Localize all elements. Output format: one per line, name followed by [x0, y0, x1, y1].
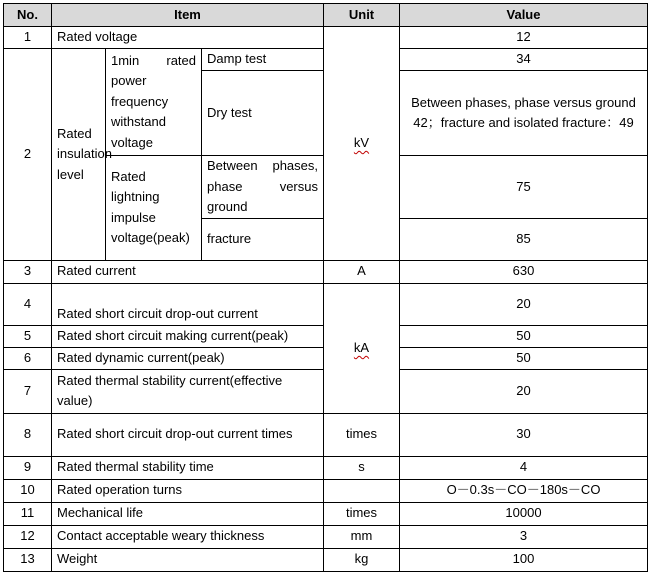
row-number: 5: [4, 325, 52, 347]
item-label: Rated thermal stability current(effective value): [52, 369, 324, 413]
value-cell: 50: [400, 347, 648, 369]
table-row: [4, 260, 648, 283]
value-cell: 20: [400, 369, 648, 413]
table-row: [4, 502, 648, 525]
header-unit: Unit: [324, 4, 400, 27]
unit-cell: times: [324, 502, 400, 525]
row-number: 10: [4, 479, 52, 502]
value-cell: 30: [400, 413, 648, 456]
lightning-impulse-label: Rated lightning impulse voltage(peak): [106, 156, 202, 261]
item-label: Rated current: [52, 260, 324, 283]
dry-test-value: Between phases, phase versus ground 42；fracture and isolated fracture：49: [400, 71, 648, 156]
unit-ka: kA: [324, 283, 400, 413]
item-label: Rated voltage: [52, 27, 324, 49]
row-number: 3: [4, 260, 52, 283]
unit-kv: kV: [324, 27, 400, 261]
item-label: Weight: [52, 548, 324, 571]
row-number: 1: [4, 27, 52, 49]
header-no: No.: [4, 4, 52, 27]
fracture-label: fracture: [202, 218, 324, 260]
unit-cell: mm: [324, 525, 400, 548]
dry-test-label: Dry test: [202, 71, 324, 156]
unit-cell: kg: [324, 548, 400, 571]
header-value: Value: [400, 4, 648, 27]
value-cell: 10000: [400, 502, 648, 525]
table-row: [4, 525, 648, 548]
value-cell: 4: [400, 456, 648, 479]
item-label: Rated dynamic current(peak): [52, 347, 324, 369]
table-row: [4, 456, 648, 479]
value-cell: O－0.3s－CO－180s－CO: [400, 479, 648, 502]
spec-table-container: [3, 3, 648, 572]
item-label: Mechanical life: [52, 502, 324, 525]
value-cell: 630: [400, 260, 648, 283]
unit-cell: s: [324, 456, 400, 479]
row-number: 2: [4, 49, 52, 261]
unit-cell: [324, 479, 400, 502]
value-cell: 12: [400, 27, 648, 49]
header-item: Item: [52, 4, 324, 27]
row-number: 12: [4, 525, 52, 548]
item-label: Rated thermal stability time: [52, 456, 324, 479]
power-frequency-label: 1min rated power frequency withstand voltage: [106, 49, 202, 156]
damp-test-label: Damp test: [202, 49, 324, 71]
row-number: 7: [4, 369, 52, 413]
unit-cell: A: [324, 260, 400, 283]
table-row: [4, 413, 648, 456]
row-number: 4: [4, 283, 52, 325]
item-label: Rated operation turns: [52, 479, 324, 502]
value-cell: 100: [400, 548, 648, 571]
row-number: 11: [4, 502, 52, 525]
table-row: [4, 27, 648, 49]
unit-cell: times: [324, 413, 400, 456]
table-row: [4, 548, 648, 571]
row-number: 9: [4, 456, 52, 479]
value-cell: 3: [400, 525, 648, 548]
value-cell: 20: [400, 283, 648, 325]
row-number: 6: [4, 347, 52, 369]
insulation-group-label: Rated insulation level: [52, 49, 106, 261]
between-phases-value: 75: [400, 156, 648, 219]
row-number: 8: [4, 413, 52, 456]
item-label: Rated short circuit making current(peak): [52, 325, 324, 347]
item-label: Contact acceptable weary thickness: [52, 525, 324, 548]
item-label: Rated short circuit drop-out current times: [52, 413, 324, 456]
technical-parameters-table: [3, 3, 648, 572]
item-label: Rated short circuit drop-out current: [52, 283, 324, 325]
value-cell: 50: [400, 325, 648, 347]
row-number: 13: [4, 548, 52, 571]
table-row: [4, 479, 648, 502]
between-phases-label: Between phases, phase versus ground: [202, 156, 324, 219]
fracture-value: 85: [400, 218, 648, 260]
damp-test-value: 34: [400, 49, 648, 71]
table-row: [4, 283, 648, 325]
header-row: [4, 4, 648, 27]
